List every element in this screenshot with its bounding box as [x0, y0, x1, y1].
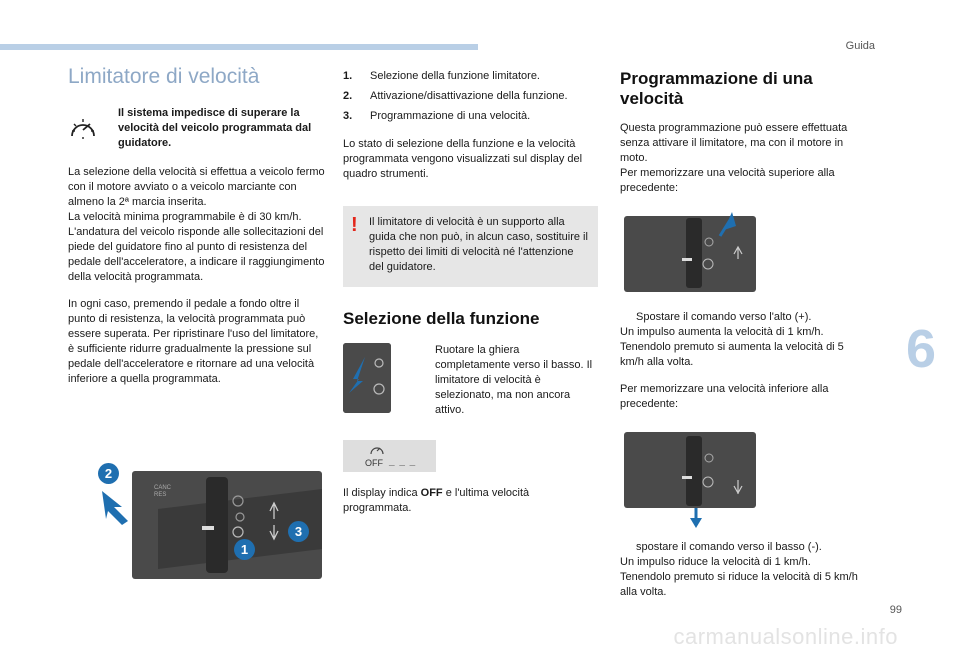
function-select-row	[343, 343, 598, 418]
section-heading: Programmazione di una velocità	[620, 69, 813, 108]
callout-label: 3	[294, 524, 303, 539]
paragraph	[68, 165, 326, 285]
warning-icon: !	[351, 214, 358, 236]
bullet-item	[419, 343, 595, 418]
bullet-icon	[419, 343, 435, 418]
notice-text: Il limitatore di velocità è un supporto alla guida che non può, in alcun caso, sostituire il rispetto dei limiti di velocità né l'attenzione del guidatore.	[369, 216, 588, 273]
para-text: Questa programmazione può essere effettuata senza attivare il limitatore, ma con il motore in moto.	[620, 122, 848, 164]
status-paragraph: Lo stato di selezione della funzione e la velocità programmata vengono visualizzati sul display del quadro strumenti.	[343, 138, 583, 180]
callout-label: 2	[104, 466, 113, 481]
para-text: Un impulso riduce la velocità di 1 km/h.	[620, 556, 811, 568]
para-text: La velocità minima programmabile è di 30 km/h.	[68, 211, 302, 223]
list-item	[343, 109, 598, 124]
list-number: 3.	[343, 110, 353, 122]
paragraph	[620, 555, 860, 600]
bullet-item-down	[620, 540, 860, 555]
display-text-bold: OFF	[420, 487, 443, 499]
dial-illustration	[343, 343, 391, 413]
display-speed-dashes: _ _ _	[389, 456, 417, 467]
list-number: 1.	[343, 70, 353, 82]
callout-1	[234, 539, 255, 560]
lever-text: CANC RES	[154, 485, 172, 498]
header-bar	[0, 44, 478, 50]
paragraph	[620, 121, 860, 196]
intro-warning-text: Il sistema impedisce di superare la velocità del veicolo programmata dal guidatore.	[118, 107, 312, 149]
para-text: Per memorizzare una velocità superiore alla precedente:	[620, 167, 835, 194]
list-text: Selezione della funzione limitatore.	[370, 70, 540, 82]
section-label: Guida	[845, 40, 875, 52]
speedometer-icon	[68, 106, 118, 147]
paragraph: In ogni caso, premendo il pedale a fondo oltre il punto di resistenza, la velocità programmata può essere superata. Per ripristinare l'uso del limitatore, è sufficiente ridurre gradualmente la pressione sul pedale dell'acceleratore e ritornare ad una velocità inferiore a quella programmata.	[68, 298, 319, 385]
para-text: L'andatura del veicolo risponde alle sollecitazioni del piede del guidatore fino al punto di resistenza del pedale dell'acceleratore, a indicare il raggiungimento della velocità programmata.	[68, 226, 325, 283]
column-3	[620, 69, 860, 600]
bullet-text: Ruotare la ghiera completamente verso il basso. Il limitatore di velocità è selezionato, ma non ancora attivo.	[435, 344, 593, 416]
numbered-list	[343, 69, 598, 124]
bullet-item-up	[620, 310, 860, 325]
paragraph	[620, 325, 860, 370]
paragraph: Per memorizzare una velocità inferiore alla precedente:	[620, 383, 829, 410]
notice-box	[343, 206, 598, 287]
watermark: carmanualsonline.info	[673, 624, 898, 649]
lever-down-illustration	[624, 432, 764, 528]
display-text: e l'ultima velocità programmata.	[343, 487, 530, 514]
list-text: Attivazione/disattivazione della funzione.	[370, 90, 568, 102]
instrument-display	[343, 440, 436, 472]
para-text: Tenendolo premuto si riduce la velocità di 5 km/h alla volta.	[620, 571, 858, 598]
display-off-label: OFF	[365, 458, 383, 468]
page-number: 99	[889, 604, 902, 616]
list-item	[343, 89, 598, 104]
list-text: Programmazione di una velocità.	[370, 110, 531, 122]
bullet-text: spostare il comando verso il basso (-).	[636, 541, 822, 553]
bullet-icon	[620, 540, 636, 555]
section-heading: Selezione della funzione	[343, 309, 540, 328]
column-2	[343, 69, 598, 516]
display-paragraph	[343, 486, 598, 516]
para-text: Tenendolo premuto si aumenta la velocità di 5 km/h alla volta.	[620, 341, 844, 368]
para-text: Un impulso aumenta la velocità di 1 km/h.	[620, 326, 824, 338]
bullet-text: Spostare il comando verso l'alto (+).	[636, 311, 812, 323]
speed-limiter-icon	[369, 443, 385, 457]
callout-3	[288, 521, 309, 542]
list-item	[343, 69, 598, 84]
lever-up-illustration	[624, 206, 764, 292]
column-1	[68, 64, 326, 557]
callout-label: 1	[240, 542, 249, 557]
page-title: Limitatore di velocità	[68, 65, 260, 88]
display-text: Il display indica	[343, 487, 421, 499]
bullet-icon	[620, 310, 636, 325]
callout-2	[98, 463, 119, 484]
chapter-number: 6	[905, 319, 936, 379]
list-number: 2.	[343, 90, 353, 102]
para-text: La selezione della velocità si effettua a veicolo fermo con il motore avviato o a veicolo marciante con almeno la 2ª marcia inserita.	[68, 166, 325, 208]
intro-warning	[68, 106, 326, 151]
lever-illustration	[68, 466, 322, 579]
